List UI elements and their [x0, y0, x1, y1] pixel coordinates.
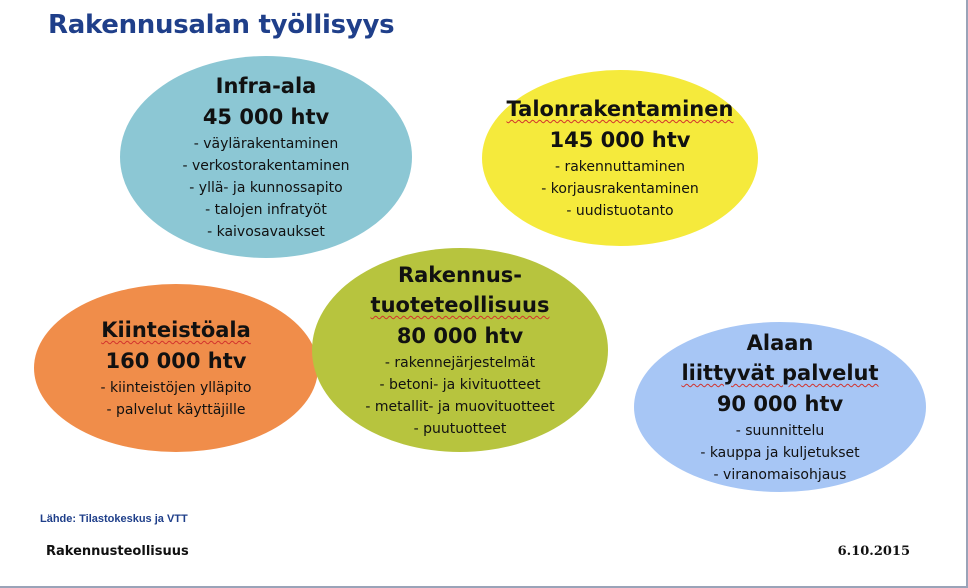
footer-organization: Rakennusteollisuus — [46, 544, 189, 559]
talo-item: - rakennuttaminen — [554, 159, 686, 175]
palv-item: - viranomaisohjaus — [713, 467, 847, 483]
slide-title: Rakennusalan työllisyys — [48, 10, 395, 40]
infra-item: - väylärakentaminen — [193, 136, 339, 152]
kiint-heading: Kiinteistöala — [101, 318, 251, 342]
tuote-item: - rakennejärjestelmät — [384, 355, 536, 371]
palv-item: - kauppa ja kuljetukset — [700, 445, 860, 461]
talo-amount: 145 000 htv — [549, 128, 691, 152]
infra-item: - yllä- ja kunnossapito — [189, 180, 343, 196]
kiint-item: - palvelut käyttäjille — [106, 402, 246, 418]
infra-bubble — [120, 56, 412, 258]
talo-item: - uudistuotanto — [566, 203, 674, 219]
source-note: Lähde: Tilastokeskus ja VTT — [40, 513, 188, 525]
infra-item: - kaivosavaukset — [207, 224, 325, 240]
palv-heading-line1: Alaan — [746, 331, 814, 355]
palv-heading-line2: liittyvät palvelut — [681, 361, 879, 385]
infra-heading: Infra-ala — [215, 74, 317, 98]
tuote-item: - metallit- ja muovituotteet — [365, 399, 555, 415]
infra-amount: 45 000 htv — [202, 105, 330, 129]
palvelut-bubble — [634, 322, 926, 492]
palv-item: - suunnittelu — [735, 423, 825, 439]
tuote-item: - puutuotteet — [413, 421, 507, 437]
palv-amount: 90 000 htv — [716, 392, 844, 416]
kiint-item: - kiinteistöjen ylläpito — [100, 380, 252, 396]
tuoteteollisuus-bubble — [312, 248, 608, 452]
infra-item: - talojen infratyöt — [205, 202, 327, 218]
tuote-amount: 80 000 htv — [396, 324, 524, 348]
talo-item: - korjausrakentaminen — [541, 181, 699, 197]
footer-date: 6.10.2015 — [837, 544, 910, 559]
tuote-item: - betoni- ja kivituotteet — [379, 377, 541, 393]
tuote-heading-line2: tuoteteollisuus — [370, 293, 550, 317]
kiint-amount: 160 000 htv — [105, 349, 247, 373]
tuote-heading-line1: Rakennus- — [397, 263, 523, 287]
talo-heading: Talonrakentaminen — [506, 97, 734, 121]
kiinteistoala-bubble — [34, 284, 318, 452]
talonrakentaminen-bubble — [482, 70, 758, 246]
infra-item: - verkostorakentaminen — [182, 158, 350, 174]
